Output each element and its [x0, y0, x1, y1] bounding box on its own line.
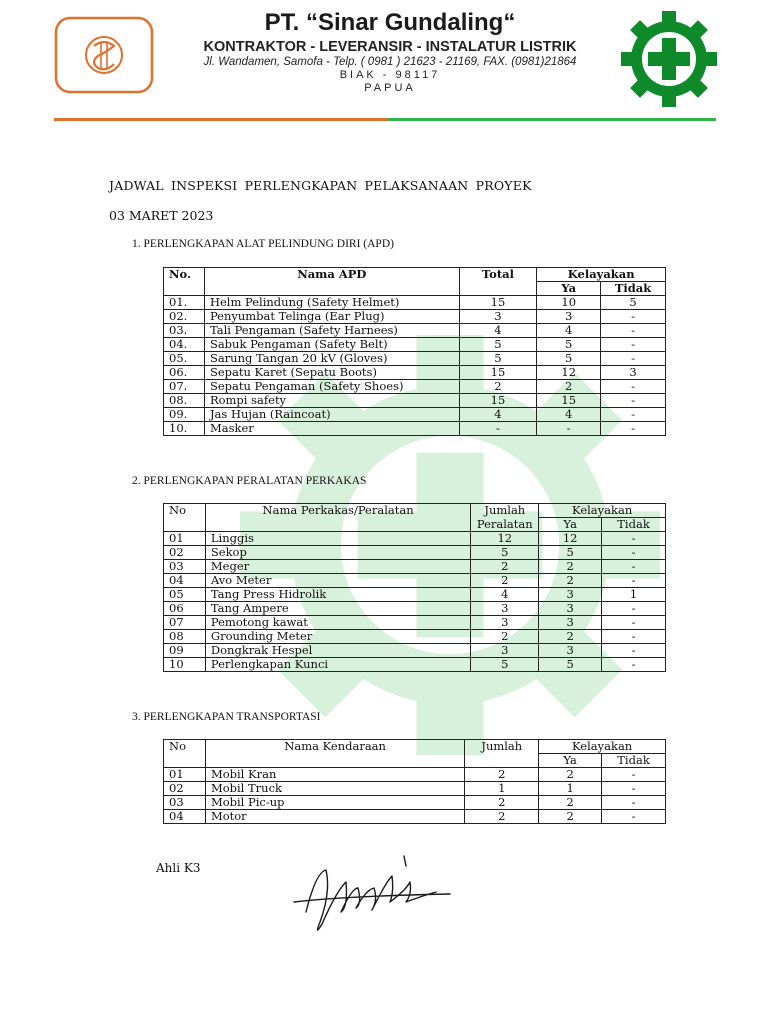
- cell-yes: 2: [539, 796, 602, 810]
- table-row: [164, 616, 666, 630]
- company-city: BIAK - 98117: [339, 69, 441, 81]
- table-row: [164, 644, 666, 658]
- table-row: [164, 324, 666, 338]
- cell-yes: 3: [539, 644, 602, 658]
- cell-name: Penyumbat Telinga (Ear Plug): [204, 310, 459, 324]
- header-rule-orange: [54, 118, 387, 121]
- column-header-no: No: [164, 504, 206, 532]
- column-header-name: Nama Kendaraan: [205, 740, 464, 768]
- cell-name: Mobil Kran: [205, 768, 464, 782]
- cell-no: 03.: [164, 324, 205, 338]
- table-row: [164, 422, 666, 436]
- cell-no-fit: -: [602, 574, 666, 588]
- table-row: [164, 768, 666, 782]
- table-header-row: [164, 740, 666, 754]
- cell-no: 02.: [164, 310, 205, 324]
- cell-name: Avo Meter: [205, 574, 470, 588]
- column-header-yes: Ya: [537, 282, 601, 296]
- table-row: [164, 532, 666, 546]
- table-row: [164, 546, 666, 560]
- table-row: [164, 796, 666, 810]
- cell-name: Sepatu Karet (Sepatu Boots): [204, 366, 459, 380]
- cell-no-fit: -: [601, 408, 666, 422]
- cell-total: 4: [471, 588, 539, 602]
- company-address: Jl. Wandamen, Samofa - Telp. ( 0981 ) 21623 - 21169, FAX. (0981)21864: [203, 56, 577, 68]
- cell-name: Grounding Meter: [205, 630, 470, 644]
- table-row: [164, 352, 666, 366]
- column-header-fit: Kelayakan: [539, 740, 666, 754]
- cell-total: 2: [465, 796, 539, 810]
- cell-no-fit: -: [602, 546, 666, 560]
- cell-total: 4: [459, 408, 537, 422]
- cell-no-fit: 5: [601, 296, 666, 310]
- cell-yes: 2: [539, 810, 602, 824]
- cell-name: Sekop: [205, 546, 470, 560]
- cell-no: 03: [164, 560, 206, 574]
- cell-no: 09.: [164, 408, 205, 422]
- cell-name: Tali Pengaman (Safety Harnees): [204, 324, 459, 338]
- cell-yes: 10: [537, 296, 601, 310]
- cell-no-fit: -: [602, 796, 666, 810]
- cell-yes: 1: [539, 782, 602, 796]
- cell-yes: 3: [537, 310, 601, 324]
- company-logo: [54, 16, 154, 94]
- column-header-total: Total: [459, 268, 537, 296]
- cell-no: 04: [164, 574, 206, 588]
- cell-total: 15: [459, 296, 537, 310]
- cell-total: 5: [471, 658, 539, 672]
- cell-no-fit: -: [601, 394, 666, 408]
- column-header-no: No: [164, 740, 206, 768]
- cell-yes: 3: [539, 602, 602, 616]
- cell-no: 06: [164, 602, 206, 616]
- table-row: [164, 310, 666, 324]
- table-row: [164, 588, 666, 602]
- cell-no-fit: -: [601, 352, 666, 366]
- cell-no: 09: [164, 644, 206, 658]
- cell-name: Meger: [205, 560, 470, 574]
- section-title-apd: 1. PERLENGKAPAN ALAT PELINDUNG DIRI (APD): [132, 238, 394, 250]
- column-header-name: Nama Perkakas/Peralatan: [205, 504, 470, 532]
- cell-no: 06.: [164, 366, 205, 380]
- cell-yes: 4: [537, 408, 601, 422]
- cell-name: Rompi safety: [204, 394, 459, 408]
- cell-yes: 2: [537, 380, 601, 394]
- cell-yes: 12: [539, 532, 602, 546]
- cell-name: Motor: [205, 810, 464, 824]
- column-header-no-fit: Tidak: [602, 518, 666, 532]
- cell-total: 12: [471, 532, 539, 546]
- cell-no-fit: -: [602, 560, 666, 574]
- document-title: JADWAL INSPEKSI PERLENGKAPAN PELAKSANAAN PROYEK: [109, 178, 532, 193]
- table-row: [164, 408, 666, 422]
- cell-no-fit: -: [602, 768, 666, 782]
- table-row: [164, 630, 666, 644]
- cell-name: Tang Press Hidrolik: [205, 588, 470, 602]
- header-rule-green: [387, 118, 716, 121]
- cell-no: 05: [164, 588, 206, 602]
- cell-name: Perlengkapan Kunci: [205, 658, 470, 672]
- cell-no-fit: -: [602, 616, 666, 630]
- column-header-name: Nama APD: [204, 268, 459, 296]
- table-row: [164, 394, 666, 408]
- cell-no-fit: 3: [601, 366, 666, 380]
- cell-total: 3: [471, 644, 539, 658]
- cell-name: Sabuk Pengaman (Safety Belt): [204, 338, 459, 352]
- cell-total: 15: [459, 366, 537, 380]
- cell-yes: 5: [537, 338, 601, 352]
- cell-no: 10: [164, 658, 206, 672]
- company-name: PT. “Sinar Gundaling“: [264, 9, 516, 36]
- table-header-row: [164, 504, 666, 518]
- cell-name: Masker: [204, 422, 459, 436]
- cell-no-fit: -: [601, 380, 666, 394]
- handwritten-signature: [286, 852, 456, 942]
- column-header-total-line2: Peralatan: [471, 518, 539, 532]
- column-header-fit: Kelayakan: [537, 268, 666, 282]
- cell-total: 2: [459, 380, 537, 394]
- cell-no-fit: -: [602, 658, 666, 672]
- cell-total: 1: [465, 782, 539, 796]
- table-row: [164, 574, 666, 588]
- cell-yes: 12: [537, 366, 601, 380]
- column-header-yes: Ya: [539, 754, 602, 768]
- cell-yes: 2: [539, 574, 602, 588]
- table-row: [164, 338, 666, 352]
- cell-name: Dongkrak Hespel: [205, 644, 470, 658]
- column-header-no: No.: [164, 268, 205, 296]
- cell-total: 2: [465, 768, 539, 782]
- cell-total: 15: [459, 394, 537, 408]
- cell-yes: 4: [537, 324, 601, 338]
- transport-table: [163, 739, 666, 824]
- section-title-tools: 2. PERLENGKAPAN PERALATAN PERKAKAS: [132, 475, 367, 487]
- cell-no: 04: [164, 810, 206, 824]
- cell-yes: 15: [537, 394, 601, 408]
- company-header: [170, 8, 610, 95]
- table-row: [164, 658, 666, 672]
- cell-yes: 3: [539, 616, 602, 630]
- column-header-total: Jumlah: [465, 740, 539, 768]
- cell-yes: 5: [539, 658, 602, 672]
- table-row: [164, 782, 666, 796]
- cell-total: 3: [471, 602, 539, 616]
- table-row: [164, 560, 666, 574]
- cell-total: 2: [471, 630, 539, 644]
- column-header-yes: Ya: [539, 518, 602, 532]
- cell-name: Tang Ampere: [205, 602, 470, 616]
- cell-no-fit: -: [601, 422, 666, 436]
- cell-no: 03: [164, 796, 206, 810]
- cell-name: Linggis: [205, 532, 470, 546]
- apd-table: [163, 267, 666, 436]
- cell-yes: 2: [539, 630, 602, 644]
- table-row: [164, 366, 666, 380]
- column-header-no-fit: Tidak: [601, 282, 666, 296]
- company-subtitle: KONTRAKTOR - LEVERANSIR - INSTALATUR LISTRIK: [203, 39, 577, 55]
- cell-name: Mobil Truck: [205, 782, 464, 796]
- table-header-row: [164, 268, 666, 282]
- column-header-no-fit: Tidak: [602, 754, 666, 768]
- safety-cross-gear-icon: [619, 9, 719, 109]
- cell-no: 02: [164, 782, 206, 796]
- cell-yes: 3: [539, 588, 602, 602]
- cell-total: 2: [471, 560, 539, 574]
- document-date: 03 MARET 2023: [109, 208, 214, 223]
- column-header-fit: Kelayakan: [539, 504, 666, 518]
- cell-name: Sarung Tangan 20 kV (Gloves): [204, 352, 459, 366]
- column-header-total-line1: Jumlah: [471, 504, 539, 518]
- cell-no: 08: [164, 630, 206, 644]
- table-row: [164, 810, 666, 824]
- cell-yes: 5: [539, 546, 602, 560]
- cell-no: 10.: [164, 422, 205, 436]
- cell-no-fit: -: [601, 310, 666, 324]
- cell-no-fit: -: [601, 338, 666, 352]
- cell-yes: 2: [539, 768, 602, 782]
- cell-total: 5: [459, 338, 537, 352]
- cell-no: 07.: [164, 380, 205, 394]
- cell-total: 2: [465, 810, 539, 824]
- table-row: [164, 296, 666, 310]
- cell-total: -: [459, 422, 537, 436]
- cell-total: 3: [459, 310, 537, 324]
- cell-no: 07: [164, 616, 206, 630]
- cell-no-fit: 1: [602, 588, 666, 602]
- company-province: PAPUA: [364, 82, 416, 94]
- cell-yes: 2: [539, 560, 602, 574]
- table-row: [164, 602, 666, 616]
- cell-total: 3: [471, 616, 539, 630]
- cell-no-fit: -: [602, 782, 666, 796]
- cell-no: 01: [164, 532, 206, 546]
- cell-no: 02: [164, 546, 206, 560]
- cell-yes: -: [537, 422, 601, 436]
- table-row: [164, 380, 666, 394]
- cell-no-fit: -: [602, 532, 666, 546]
- cell-name: Jas Hujan (Raincoat): [204, 408, 459, 422]
- cell-name: Helm Pelindung (Safety Helmet): [204, 296, 459, 310]
- cell-no: 01.: [164, 296, 205, 310]
- signatory-label: Ahli K3: [156, 861, 201, 875]
- cell-yes: 5: [537, 352, 601, 366]
- cell-no: 05.: [164, 352, 205, 366]
- cell-name: Pemotong kawat: [205, 616, 470, 630]
- cell-total: 5: [459, 352, 537, 366]
- cell-no-fit: -: [602, 602, 666, 616]
- section-title-transport: 3. PERLENGKAPAN TRANSPORTASI: [132, 711, 321, 723]
- cell-name: Sepatu Pengaman (Safety Shoes): [204, 380, 459, 394]
- cell-no: 01: [164, 768, 206, 782]
- tools-table: [163, 503, 666, 672]
- cell-total: 4: [459, 324, 537, 338]
- cell-no: 08.: [164, 394, 205, 408]
- cell-no: 04.: [164, 338, 205, 352]
- cell-no-fit: -: [601, 324, 666, 338]
- cell-no-fit: -: [602, 810, 666, 824]
- cell-no-fit: -: [602, 630, 666, 644]
- cell-total: 5: [471, 546, 539, 560]
- cell-no-fit: -: [602, 644, 666, 658]
- cell-name: Mobil Pic-up: [205, 796, 464, 810]
- cell-total: 2: [471, 574, 539, 588]
